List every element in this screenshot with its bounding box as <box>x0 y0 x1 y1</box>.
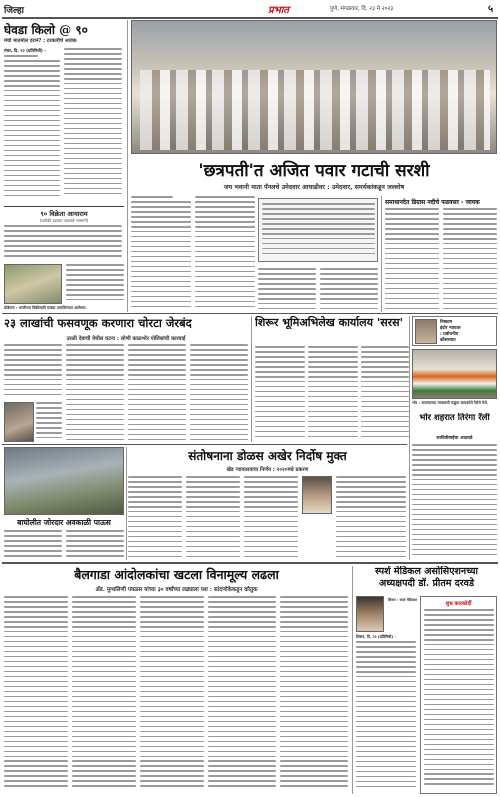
dateline: पुणे, मंगळवार, दि. २३ मे २०२३ <box>330 6 394 12</box>
story1-body-col3 <box>66 264 124 304</box>
column-divider-6 <box>352 566 353 794</box>
column-divider-5 <box>126 447 127 560</box>
column-divider-3 <box>251 316 252 442</box>
story1-dateline: मंचर, दि. २२ (प्रतिनिधी) - <box>4 48 47 53</box>
ad-line2: इंदोर न्यायाल <box>440 326 461 331</box>
story4-body-col1 <box>128 476 182 560</box>
bhor-subhead: सावित्रीबाईंचा आठवडे <box>436 436 473 441</box>
story2-body-col1 <box>4 344 62 400</box>
story6-body-col3 <box>140 596 204 794</box>
small-ad-box <box>412 316 497 346</box>
story6-body-col2 <box>72 596 136 794</box>
main-body-col3 <box>258 268 316 312</box>
column-divider-4 <box>409 316 410 560</box>
story4-subhead: खेड न्यायालयाचा निर्णय : २०२०मधे प्रकरण <box>226 467 309 473</box>
side-body-col2 <box>443 208 497 312</box>
story4-body-col4 <box>336 476 406 560</box>
photo-crowd <box>140 70 490 150</box>
bhor-caption: भोर : फसव्याच्या व्यवसायी फड्डात कटाकोले रैलेले गेले. <box>412 400 489 405</box>
ad-portrait <box>415 319 437 344</box>
story2-body-col1b <box>36 402 62 442</box>
story6-body-col4 <box>208 596 276 794</box>
main-body-col1 <box>131 196 191 312</box>
ad-line3: : प्रबोधनीय <box>440 332 459 337</box>
box90 <box>4 206 124 262</box>
side-headline: समाधानदेत डिग्रास नदीचे फडवसर - जायक <box>385 199 480 206</box>
story7-boxhead: शुभ्र कारकोर्दी <box>445 601 472 607</box>
masthead <box>0 0 500 18</box>
story7-body <box>356 641 416 794</box>
box90-body <box>4 225 122 263</box>
ad-line4: कौशल्यात <box>440 338 456 343</box>
bhor-body <box>412 444 497 560</box>
section-rule-2 <box>2 444 407 445</box>
story6-body-col5 <box>280 596 348 794</box>
main-box <box>258 198 378 262</box>
pritam-portrait <box>356 596 384 632</box>
story3-body-col2 <box>308 346 358 442</box>
story2-body-col3 <box>128 344 186 442</box>
story4-body-col3 <box>244 476 298 560</box>
main-body-col2 <box>195 196 255 312</box>
story1-headline: घेवडा किलो @ ९० <box>4 23 88 37</box>
rain-photo <box>4 447 124 515</box>
story1-subhead: मेथी मातमोल दराने? : टरकारीचे आवक <box>4 38 77 44</box>
ad-line1: निष्काम <box>440 320 453 325</box>
shirur-caption: शिरूर : स्पर्श मेडिकल <box>388 598 417 602</box>
story7-headline: स्पर्श मेडिकल असोसिएशनच्या अध्यक्षपदी डॉ. प्रीतम दरवडे <box>375 566 478 589</box>
santosh-portrait <box>302 476 332 514</box>
story1-body-col1 <box>4 55 60 200</box>
story4-headline: संतोषनाना डोळस अखेर निर्दोष मुक्त <box>188 449 347 463</box>
main-headline: 'छत्रपती'त अजित पवार गटाची सरशी <box>198 161 430 181</box>
story2-body-col4 <box>190 344 248 442</box>
mandi-caption: घोडेगाव : भाजीच्या विक्रीसाठी गाड्या उतरविण्यात आलेल्या. <box>4 305 87 310</box>
masthead-rule <box>2 17 498 19</box>
section-name: जिल्हा <box>4 6 24 16</box>
story5-headline: बाघोलीत जोरदार अवकाळी पाऊस <box>17 518 111 527</box>
column-divider-2 <box>381 196 382 312</box>
bhor-headline: भोर शहरात तिरंगा रॅली <box>419 413 490 423</box>
story2-body-col2 <box>66 344 124 442</box>
story7-dateline: शिरूर, दि. २२ (प्रतिनिधी) - <box>356 634 396 639</box>
section-rule-3 <box>2 562 498 564</box>
story5-body-col1 <box>4 530 62 560</box>
story6-subhead: ॲड. मुग्धलिणी पवळस यांच्या ३० वर्षांच्या लढ्याला यश : सांदणोकेकडून कौतुक <box>95 587 258 593</box>
newspaper-logo: प्रभात <box>268 5 290 16</box>
story3-body-col1 <box>255 346 305 442</box>
page-number: ५ <box>488 4 494 15</box>
main-body-col4 <box>320 268 378 312</box>
side-body-col1 <box>385 208 439 312</box>
column-divider-1 <box>127 20 128 312</box>
story3-body-col3 <box>361 346 409 442</box>
bhor-rally-photo <box>412 349 497 399</box>
story4-body-col2 <box>186 476 240 560</box>
vegetable-market-photo <box>4 264 62 304</box>
section-rule-1 <box>2 313 498 314</box>
box90-title: ९० विक्रेता आयाराम <box>40 210 88 218</box>
suspect-photo <box>4 402 34 442</box>
story7-box <box>420 596 497 794</box>
story6-headline: बैलगाडा आंदोलकांचा खटला विनामूल्य लढला <box>74 567 279 582</box>
story6-body-col1 <box>4 596 68 794</box>
story1-body-col2 <box>64 48 122 200</box>
story2-subhead: उरळी देवाची येथील घटना : लोणी काळभोर पोलिसांची कारवाई <box>66 336 186 342</box>
story3-headline: शिरूर भूमिअभिलेख कार्यालय 'सरस' <box>255 316 403 329</box>
story5-body-col2 <box>66 530 124 560</box>
story2-headline: २३ लाखांची फसवणूक करणारा चोरटा जेरबंद <box>4 316 192 330</box>
main-subheadline: जय भवानी माता पॅनलचे उमेदवार आघाडीवर : उमेदवार, समर्थकांकडून जल्लोष <box>223 184 405 191</box>
box90-subtitle: (प्रत्येकी दहाव्या आठवडे भयमाने) <box>39 218 89 223</box>
